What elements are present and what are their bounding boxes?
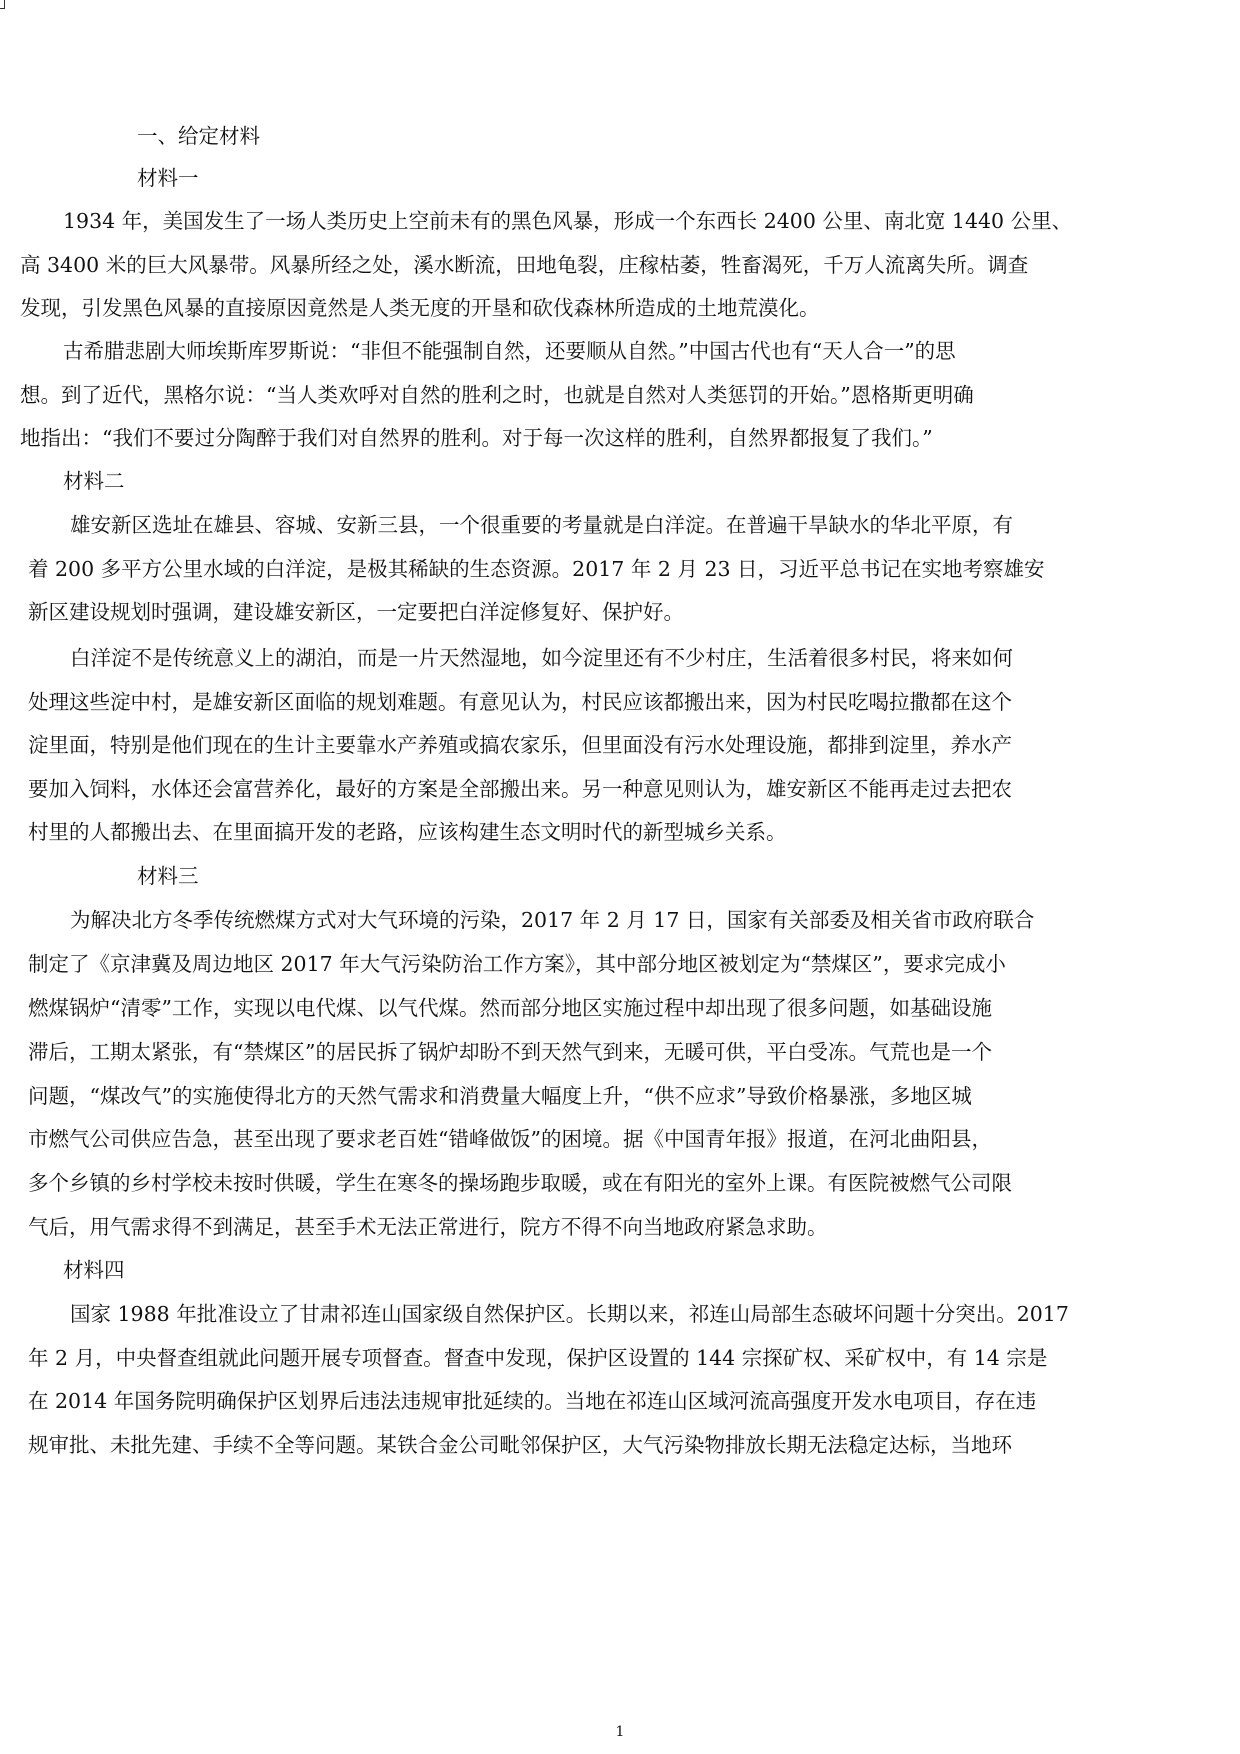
- paragraph-line: 白洋淀不是传统意义上的湖泊，而是一片天然湿地，如今淀里还有不少村庄，生活着很多村民，将来如何: [70, 646, 1013, 670]
- paragraph-line: 多个乡镇的乡村学校未按时供暖，学生在寒冬的操场跑步取暖，或在有阳光的室外上课。有医院被燃气公司限: [28, 1171, 1012, 1195]
- paragraph-line: 规审批、未批先建、手续不全等问题。某铁合金公司毗邻保护区，大气污染物排放长期无法稳定达标，当地环: [28, 1433, 1012, 1457]
- page-number: 1: [615, 1724, 625, 1740]
- paragraph-line: 1934 年，美国发生了一场人类历史上空前未有的黑色风暴，形成一个东西长 2400 公里、南北宽 1440 公里、: [63, 209, 1073, 233]
- material-2-heading: 材料二: [63, 469, 125, 493]
- paragraph-line: 发现，引发黑色风暴的直接原因竟然是人类无度的开垦和砍伐森林所造成的土地荒漠化。: [20, 296, 820, 320]
- paragraph-line: 淀里面，特别是他们现在的生计主要靠水产养殖或搞农家乐，但里面没有污水处理设施，都排到淀里，养水产: [28, 733, 1012, 757]
- paragraph-line: 要加入饲料，水体还会富营养化，最好的方案是全部搬出来。另一种意见则认为，雄安新区不能再走过去把农: [28, 777, 1012, 801]
- paragraph-line: 高 3400 米的巨大风暴带。风暴所经之处，溪水断流，田地龟裂，庄稼枯萎，牲畜渴死，千万人流离失所。调查: [20, 253, 1029, 277]
- paragraph-line: 地指出：“我们不要过分陶醉于我们对自然界的胜利。对于每一次这样的胜利，自然界都报复了我们。”: [20, 426, 933, 450]
- paragraph-line: 村里的人都搬出去、在里面搞开发的老路，应该构建生态文明时代的新型城乡关系。: [28, 820, 787, 844]
- paragraph-line: 为解决北方冬季传统燃煤方式对大气环境的污染，2017 年 2 月 17 日，国家有关部委及相关省市政府联合: [70, 908, 1035, 932]
- paragraph-line: 国家 1988 年批准设立了甘肃祁连山国家级自然保护区。长期以来，祁连山局部生态破坏问题十分突出。2017: [70, 1302, 1069, 1326]
- paragraph-line: 想。到了近代，黑格尔说：“当人类欢呼对自然的胜利之时，也就是自然对人类惩罚的开始。”恩格斯更明确: [20, 383, 974, 407]
- section-title: 一、给定材料: [137, 124, 260, 148]
- paragraph-line: 市燃气公司供应告急，甚至出现了要求老百姓“错峰做饭”的困境。据《中国青年报》报道，在河北曲阳县，: [28, 1127, 992, 1151]
- paragraph-line: 在 2014 年国务院明确保护区划界后违法违规审批延续的。当地在祁连山区域河流高强度开发水电项目，存在违: [28, 1389, 1037, 1413]
- material-3-heading: 材料三: [137, 864, 199, 888]
- paragraph-line: 着 200 多平方公里水域的白洋淀，是极其稀缺的生态资源。2017 年 2 月 23 日，习近平总书记在实地考察雄安: [28, 557, 1045, 581]
- paragraph-line: 古希腊悲剧大师埃斯库罗斯说：“非但不能强制自然，还要顺从自然。”中国古代也有“天人合一”的思: [63, 339, 956, 363]
- material-4-heading: 材料四: [63, 1258, 125, 1282]
- paragraph-line: 气后，用气需求得不到满足，甚至手术无法正常进行，院方不得不向当地政府紧急求助。: [28, 1215, 828, 1239]
- paragraph-line: 年 2 月，中央督查组就此问题开展专项督查。督查中发现，保护区设置的 144 宗探矿权、采矿权中，有 14 宗是: [28, 1346, 1048, 1370]
- paragraph-line: 制定了《京津冀及周边地区 2017 年大气污染防治工作方案》，其中部分地区被划定为“禁煤区”，要求完成小: [28, 952, 1006, 976]
- material-1-heading: 材料一: [137, 166, 199, 190]
- paragraph-line: 雄安新区选址在雄县、容城、安新三县，一个很重要的考量就是白洋淀。在普遍干旱缺水的华北平原，有: [70, 513, 1013, 537]
- paragraph-line: 燃煤锅炉“清零”工作，实现以电代煤、以气代煤。然而部分地区实施过程中却出现了很多问题，如基础设施: [28, 996, 992, 1020]
- paragraph-line: 问题，“煤改气”的实施使得北方的天然气需求和消费量大幅度上升，“供不应求”导致价格暴涨，多地区城: [28, 1084, 972, 1108]
- paragraph-line: 处理这些淀中村，是雄安新区面临的规划难题。有意见认为，村民应该都搬出来，因为村民吃喝拉撒都在这个: [28, 690, 1012, 714]
- paragraph-line: 滞后，工期太紧张，有“禁煤区”的居民拆了锅炉却盼不到天然气到来，无暖可供，平白受冻。气荒也是一个: [28, 1040, 992, 1064]
- paragraph-line: 新区建设规划时强调，建设雄安新区，一定要把白洋淀修复好、保护好。: [28, 600, 684, 624]
